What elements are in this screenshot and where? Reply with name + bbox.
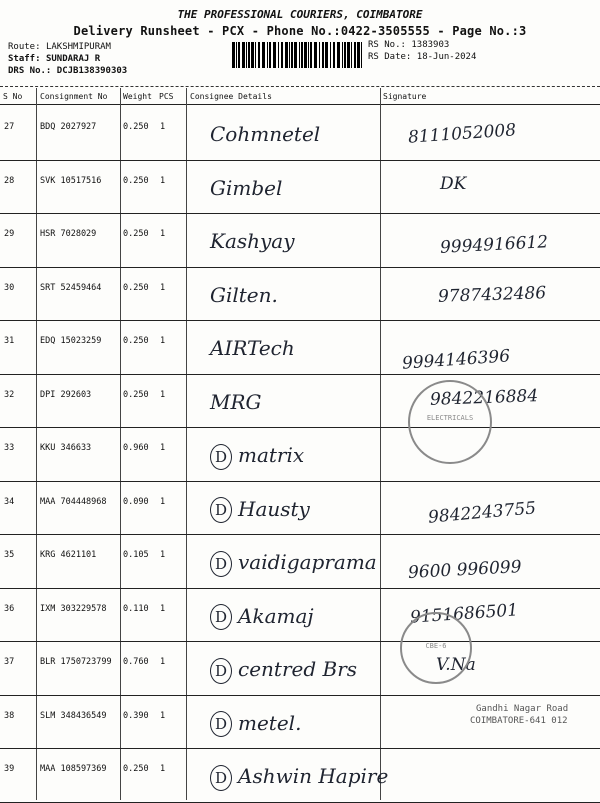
route-line (8, 42, 111, 52)
barcode-bar (251, 42, 254, 68)
row-pcs: 1 (160, 764, 166, 774)
row-consignee-handwritten (210, 390, 262, 414)
barcode-bar (322, 42, 324, 68)
barcode-bar (285, 42, 288, 68)
row-signature: DK (440, 173, 467, 194)
row-consignee-handwritten (210, 497, 310, 524)
col-sno: S No (3, 92, 23, 101)
barcode-bar (289, 42, 290, 68)
row-signature: 9787432486 (437, 282, 547, 307)
row-pcs: 1 (160, 496, 166, 507)
row-divider (0, 534, 600, 535)
stamp-address-2: COIMBATORE-641 012 (470, 716, 568, 726)
col-consignment: Consignment No (40, 92, 108, 101)
row-weight: 0.960 (123, 443, 149, 453)
barcode-bar (238, 42, 240, 68)
col-divider (380, 88, 381, 800)
barcode-bar (291, 42, 293, 68)
route-value: LAKSHMIPURAM (45, 42, 111, 52)
row-consignee-handwritten (210, 283, 278, 307)
col-signature: Signature (383, 92, 427, 101)
row-signature: 9151686501 (409, 599, 519, 628)
row-consignment-no: IXM 303229578 (40, 603, 107, 614)
row-consignee-handwritten (210, 604, 314, 631)
header-bottom-rule (0, 104, 600, 105)
delivered-circle-icon: D (210, 444, 232, 470)
row-divider (0, 213, 600, 214)
barcode-bar (258, 42, 260, 68)
col-pcs: PCS (159, 92, 174, 101)
row-divider (0, 588, 600, 589)
consignee-name: MRG (210, 389, 262, 414)
row-sno: 31 (4, 336, 15, 346)
consignee-name: matrix (238, 443, 305, 467)
consignee-name: AIRTech (210, 336, 295, 360)
row-divider (0, 160, 600, 161)
row-divider (0, 802, 600, 803)
row-signature: 9842243755 (427, 497, 537, 528)
barcode-bar (242, 42, 245, 68)
barcode-bar (310, 42, 312, 68)
row-sno: 30 (4, 282, 15, 293)
row-weight: 0.760 (123, 657, 149, 667)
row-consignee-handwritten (210, 711, 301, 738)
row-divider (0, 427, 600, 428)
electricals-stamp-text: ELECTRICALS (426, 414, 474, 422)
row-consignment-no: KKU 346633 (40, 443, 92, 453)
row-consignment-no: EDQ 15023259 (40, 336, 102, 346)
staff-value: SUNDARAJ R (45, 54, 101, 64)
row-divider (0, 641, 600, 642)
runsheet-title: Delivery Runsheet - PCX - Phone No.:0422-3505555 - Page No.:3 (73, 24, 527, 38)
barcode (232, 42, 364, 68)
row-consignee-handwritten (210, 443, 304, 470)
row-sno: 28 (4, 175, 15, 186)
row-consignee-handwritten (210, 229, 295, 253)
delivered-circle-icon: D (210, 551, 232, 577)
barcode-bar (330, 42, 331, 68)
rs-no-line (368, 40, 449, 50)
row-pcs: 1 (160, 657, 166, 667)
route-label: Route: (8, 42, 41, 52)
barcode-bar (273, 42, 276, 68)
row-consignment-no: BDQ 2027927 (40, 122, 97, 132)
col-divider (120, 88, 121, 800)
barcode-bar (357, 42, 360, 68)
rs-no-label: RS No.: (368, 40, 406, 50)
delivered-circle-icon: D (210, 711, 232, 737)
row-pcs: 1 (160, 336, 166, 346)
drs-line (8, 66, 127, 76)
cbe-stamp-text: CBE-6 (425, 642, 447, 650)
row-pcs: 1 (160, 443, 166, 453)
row-sno: 35 (4, 550, 15, 560)
barcode-bar (333, 42, 335, 68)
electricals-stamp (408, 380, 492, 464)
consignee-name: Gimbel (210, 175, 283, 200)
row-signature: 9994916612 (439, 232, 549, 258)
row-divider (0, 748, 600, 749)
row-pcs: 1 (160, 550, 166, 560)
row-weight: 0.390 (123, 710, 149, 721)
barcode-bar (294, 42, 297, 68)
delivered-circle-icon: D (210, 497, 232, 523)
delivered-circle-icon: D (210, 765, 232, 791)
barcode-bar (267, 42, 268, 68)
row-weight: 0.105 (123, 550, 149, 560)
row-weight: 0.250 (123, 764, 149, 774)
rs-date-label: RS Date: (368, 52, 412, 62)
row-pcs: 1 (160, 710, 166, 721)
drs-label: DRS No.: (8, 66, 52, 76)
barcode-bar (262, 42, 265, 68)
row-consignment-no: MAA 108597369 (40, 764, 107, 774)
row-consignment-no: KRG 4621101 (40, 550, 97, 560)
barcode-bar (325, 42, 328, 68)
row-weight: 0.250 (123, 122, 149, 132)
row-sno: 27 (4, 122, 15, 132)
delivered-circle-icon: D (210, 658, 232, 684)
consignee-name: vaidigaprama (238, 550, 377, 574)
consignee-name: Cohmnetel (210, 122, 321, 146)
barcode-bar (246, 42, 247, 68)
row-consignment-no: HSR 7028029 (40, 229, 97, 239)
row-consignment-no: SVK 10517516 (40, 175, 102, 186)
row-divider (0, 320, 600, 321)
row-signature: 9994146396 (401, 346, 511, 374)
barcode-bar (337, 42, 340, 68)
row-consignee-handwritten (210, 764, 388, 791)
rs-no-value: 1383903 (411, 40, 450, 50)
barcode-bar (236, 42, 237, 68)
staff-label: Staff: (8, 54, 41, 64)
row-pcs: 1 (160, 122, 166, 132)
row-sno: 29 (4, 229, 15, 239)
barcode-bar (361, 42, 362, 68)
col-divider (186, 88, 187, 800)
row-weight: 0.110 (123, 603, 149, 614)
row-signature: 9842216884 (429, 385, 539, 410)
col-divider (36, 88, 37, 800)
staff-line (8, 54, 100, 64)
barcode-bar (281, 42, 283, 68)
stamp-address-1: Gandhi Nagar Road (476, 704, 569, 714)
row-consignee-handwritten (210, 657, 357, 684)
row-divider (0, 374, 600, 375)
consignee-name: metel. (238, 710, 302, 735)
consignee-name: Akamaj (238, 603, 314, 628)
barcode-bar (232, 42, 235, 68)
row-sno: 33 (4, 443, 15, 453)
barcode-bar (304, 42, 307, 68)
barcode-bar (351, 42, 352, 68)
row-pcs: 1 (160, 229, 166, 239)
barcode-bar (255, 42, 256, 68)
row-consignment-no: DPI 292603 (40, 389, 92, 400)
barcode-bar (342, 42, 343, 68)
row-consignment-no: BLR 1750723799 (40, 657, 112, 667)
row-signature: 9600 996099 (407, 557, 523, 583)
row-consignee-handwritten (210, 122, 320, 146)
row-sno: 34 (4, 496, 15, 507)
delivered-circle-icon: D (210, 604, 232, 630)
row-sno: 39 (4, 764, 15, 774)
cbe-stamp (400, 612, 472, 684)
row-weight: 0.250 (123, 336, 149, 346)
row-pcs: 1 (160, 175, 166, 186)
row-sno: 37 (4, 657, 15, 667)
row-pcs: 1 (160, 282, 166, 293)
barcode-bar (269, 42, 271, 68)
row-pcs: 1 (160, 603, 166, 614)
row-sno: 38 (4, 710, 15, 721)
row-sno: 32 (4, 389, 15, 400)
header-top-rule (0, 86, 600, 87)
barcode-bar (278, 42, 279, 68)
row-weight: 0.090 (123, 496, 149, 507)
row-sno: 36 (4, 603, 15, 614)
barcode-bar (314, 42, 317, 68)
rs-date-line (368, 52, 476, 62)
row-weight: 0.250 (123, 389, 149, 400)
row-consignment-no: SRT 52459464 (40, 282, 102, 293)
row-consignee-handwritten (210, 336, 295, 360)
barcode-bar (319, 42, 320, 68)
company-name: THE PROFESSIONAL COURIERS, COIMBATORE (177, 8, 423, 21)
col-consignee: Consignee Details (190, 92, 272, 101)
row-pcs: 1 (160, 389, 166, 400)
consignee-name: Hausty (238, 496, 310, 521)
barcode-bar (347, 42, 350, 68)
row-weight: 0.250 (123, 282, 149, 293)
row-weight: 0.250 (123, 229, 149, 239)
barcode-bar (248, 42, 250, 68)
consignee-name: centred Brs (238, 657, 358, 681)
row-divider (0, 695, 600, 696)
row-weight: 0.250 (123, 175, 149, 186)
rs-date-value: 18-Jun-2024 (416, 52, 477, 62)
row-signature: V.Na (436, 655, 476, 675)
col-weight: Weight (123, 92, 152, 101)
barcode-bar (354, 42, 356, 68)
drs-value: DCJB138390303 (56, 66, 128, 76)
row-divider (0, 481, 600, 482)
barcode-bar (344, 42, 346, 68)
consignee-name: Gilten. (210, 282, 278, 307)
barcode-bar (299, 42, 300, 68)
row-consignee-handwritten (210, 176, 282, 200)
row-consignee-handwritten (210, 550, 377, 577)
row-consignment-no: MAA 704448968 (40, 496, 107, 507)
row-divider (0, 267, 600, 268)
barcode-bar (308, 42, 309, 68)
row-signature: 8111052008 (407, 120, 517, 148)
row-consignment-no: SLM 348436549 (40, 710, 107, 721)
barcode-bar (301, 42, 303, 68)
consignee-name: Kashyay (210, 229, 295, 253)
consignee-name: Ashwin Hapire (238, 764, 389, 788)
